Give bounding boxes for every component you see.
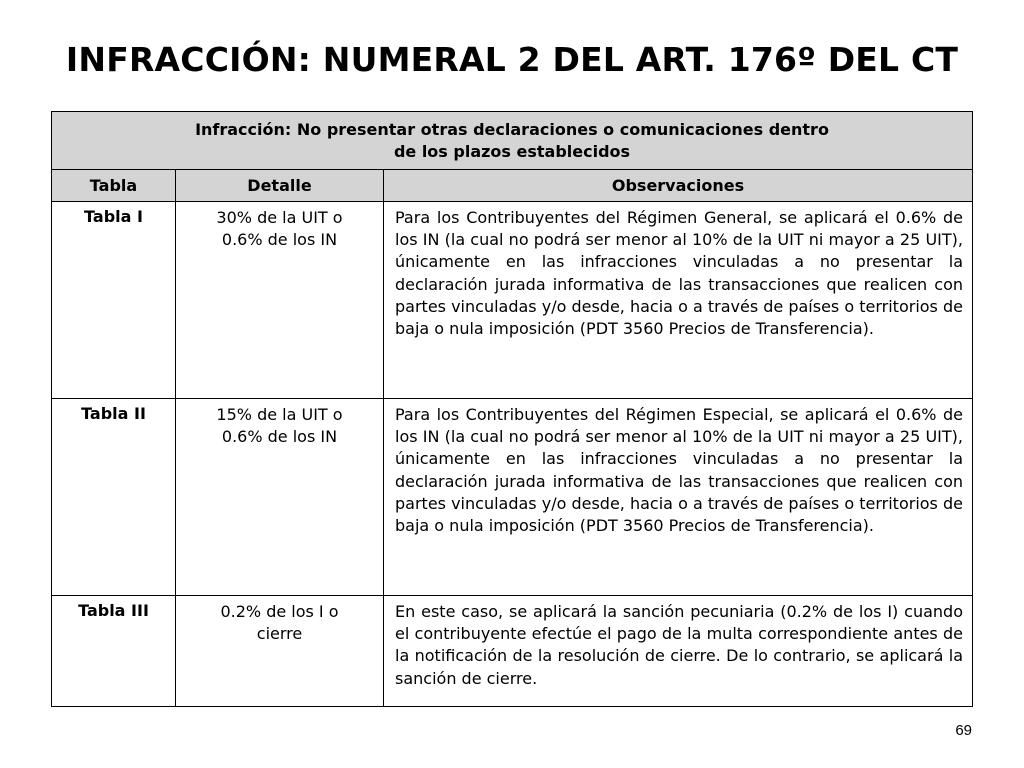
row-tabla-cell: Tabla III [52, 596, 176, 707]
row-tabla-cell: Tabla II [52, 399, 176, 596]
detalle-line-2: cierre [256, 624, 303, 643]
table-row [52, 202, 973, 399]
table-title-line-2: de los plazos establecidos [393, 141, 631, 161]
detalle-line-2: 0.6% de los IN [221, 230, 338, 249]
column-header-detalle: Detalle [176, 170, 384, 202]
detalle-line-1: 15% de la UIT o [216, 405, 343, 424]
column-header-row [52, 170, 973, 202]
row-observaciones-cell: Para los Contribuyentes del Régimen Especial, se aplicará el 0.6% de los IN (la cual no podrá ser menor al 10% de la UIT ni mayor a 25 UIT), únicamente en las infracciones vinculadas a no presentar la declaración jurada informativa de las transacciones que realicen con partes vinculadas y/o desde, hacia o a través de países o territorios de baja o nula imposición (PDT 3560 Precios de Transferencia). [384, 399, 973, 596]
row-detalle-cell [176, 202, 384, 399]
row-observaciones-cell: Para los Contribuyentes del Régimen General, se aplicará el 0.6% de los IN (la cual no podrá ser menor al 10% de la UIT ni mayor a 25 UIT), únicamente en las infracciones vinculadas a no presentar la declaración jurada informativa de las transacciones que realicen con partes vinculadas y/o desde, hacia o a través de países o territorios de baja o nula imposición (PDT 3560 Precios de Transferencia). [384, 202, 973, 399]
page-number: 69 [955, 722, 972, 739]
table-title-cell [52, 112, 973, 170]
infraction-table [51, 111, 973, 707]
row-tabla-cell: Tabla I [52, 202, 176, 399]
page-title: INFRACCIÓN: NUMERAL 2 DEL ART. 176º DEL CT [65, 40, 959, 79]
table-title-line-1: Infracción: No presentar otras declaraciones o comunicaciones dentro [195, 119, 829, 139]
detalle-line-2: 0.6% de los IN [221, 427, 338, 446]
row-detalle-cell [176, 596, 384, 707]
row-observaciones-cell: En este caso, se aplicará la sanción pecuniaria (0.2% de los I) cuando el contribuyente efectúe el pago de la multa correspondiente antes de la notificación de la resolución de cierre. De lo contrario, se aplicará la sanción de cierre. [384, 596, 973, 707]
table-row [52, 596, 973, 707]
table-row [52, 399, 973, 596]
row-detalle-cell [176, 399, 384, 596]
column-header-tabla: Tabla [52, 170, 176, 202]
table-title-row [52, 112, 973, 170]
detalle-line-1: 30% de la UIT o [216, 208, 343, 227]
detalle-line-1: 0.2% de los I o [220, 602, 339, 621]
column-header-observaciones: Observaciones [384, 170, 973, 202]
